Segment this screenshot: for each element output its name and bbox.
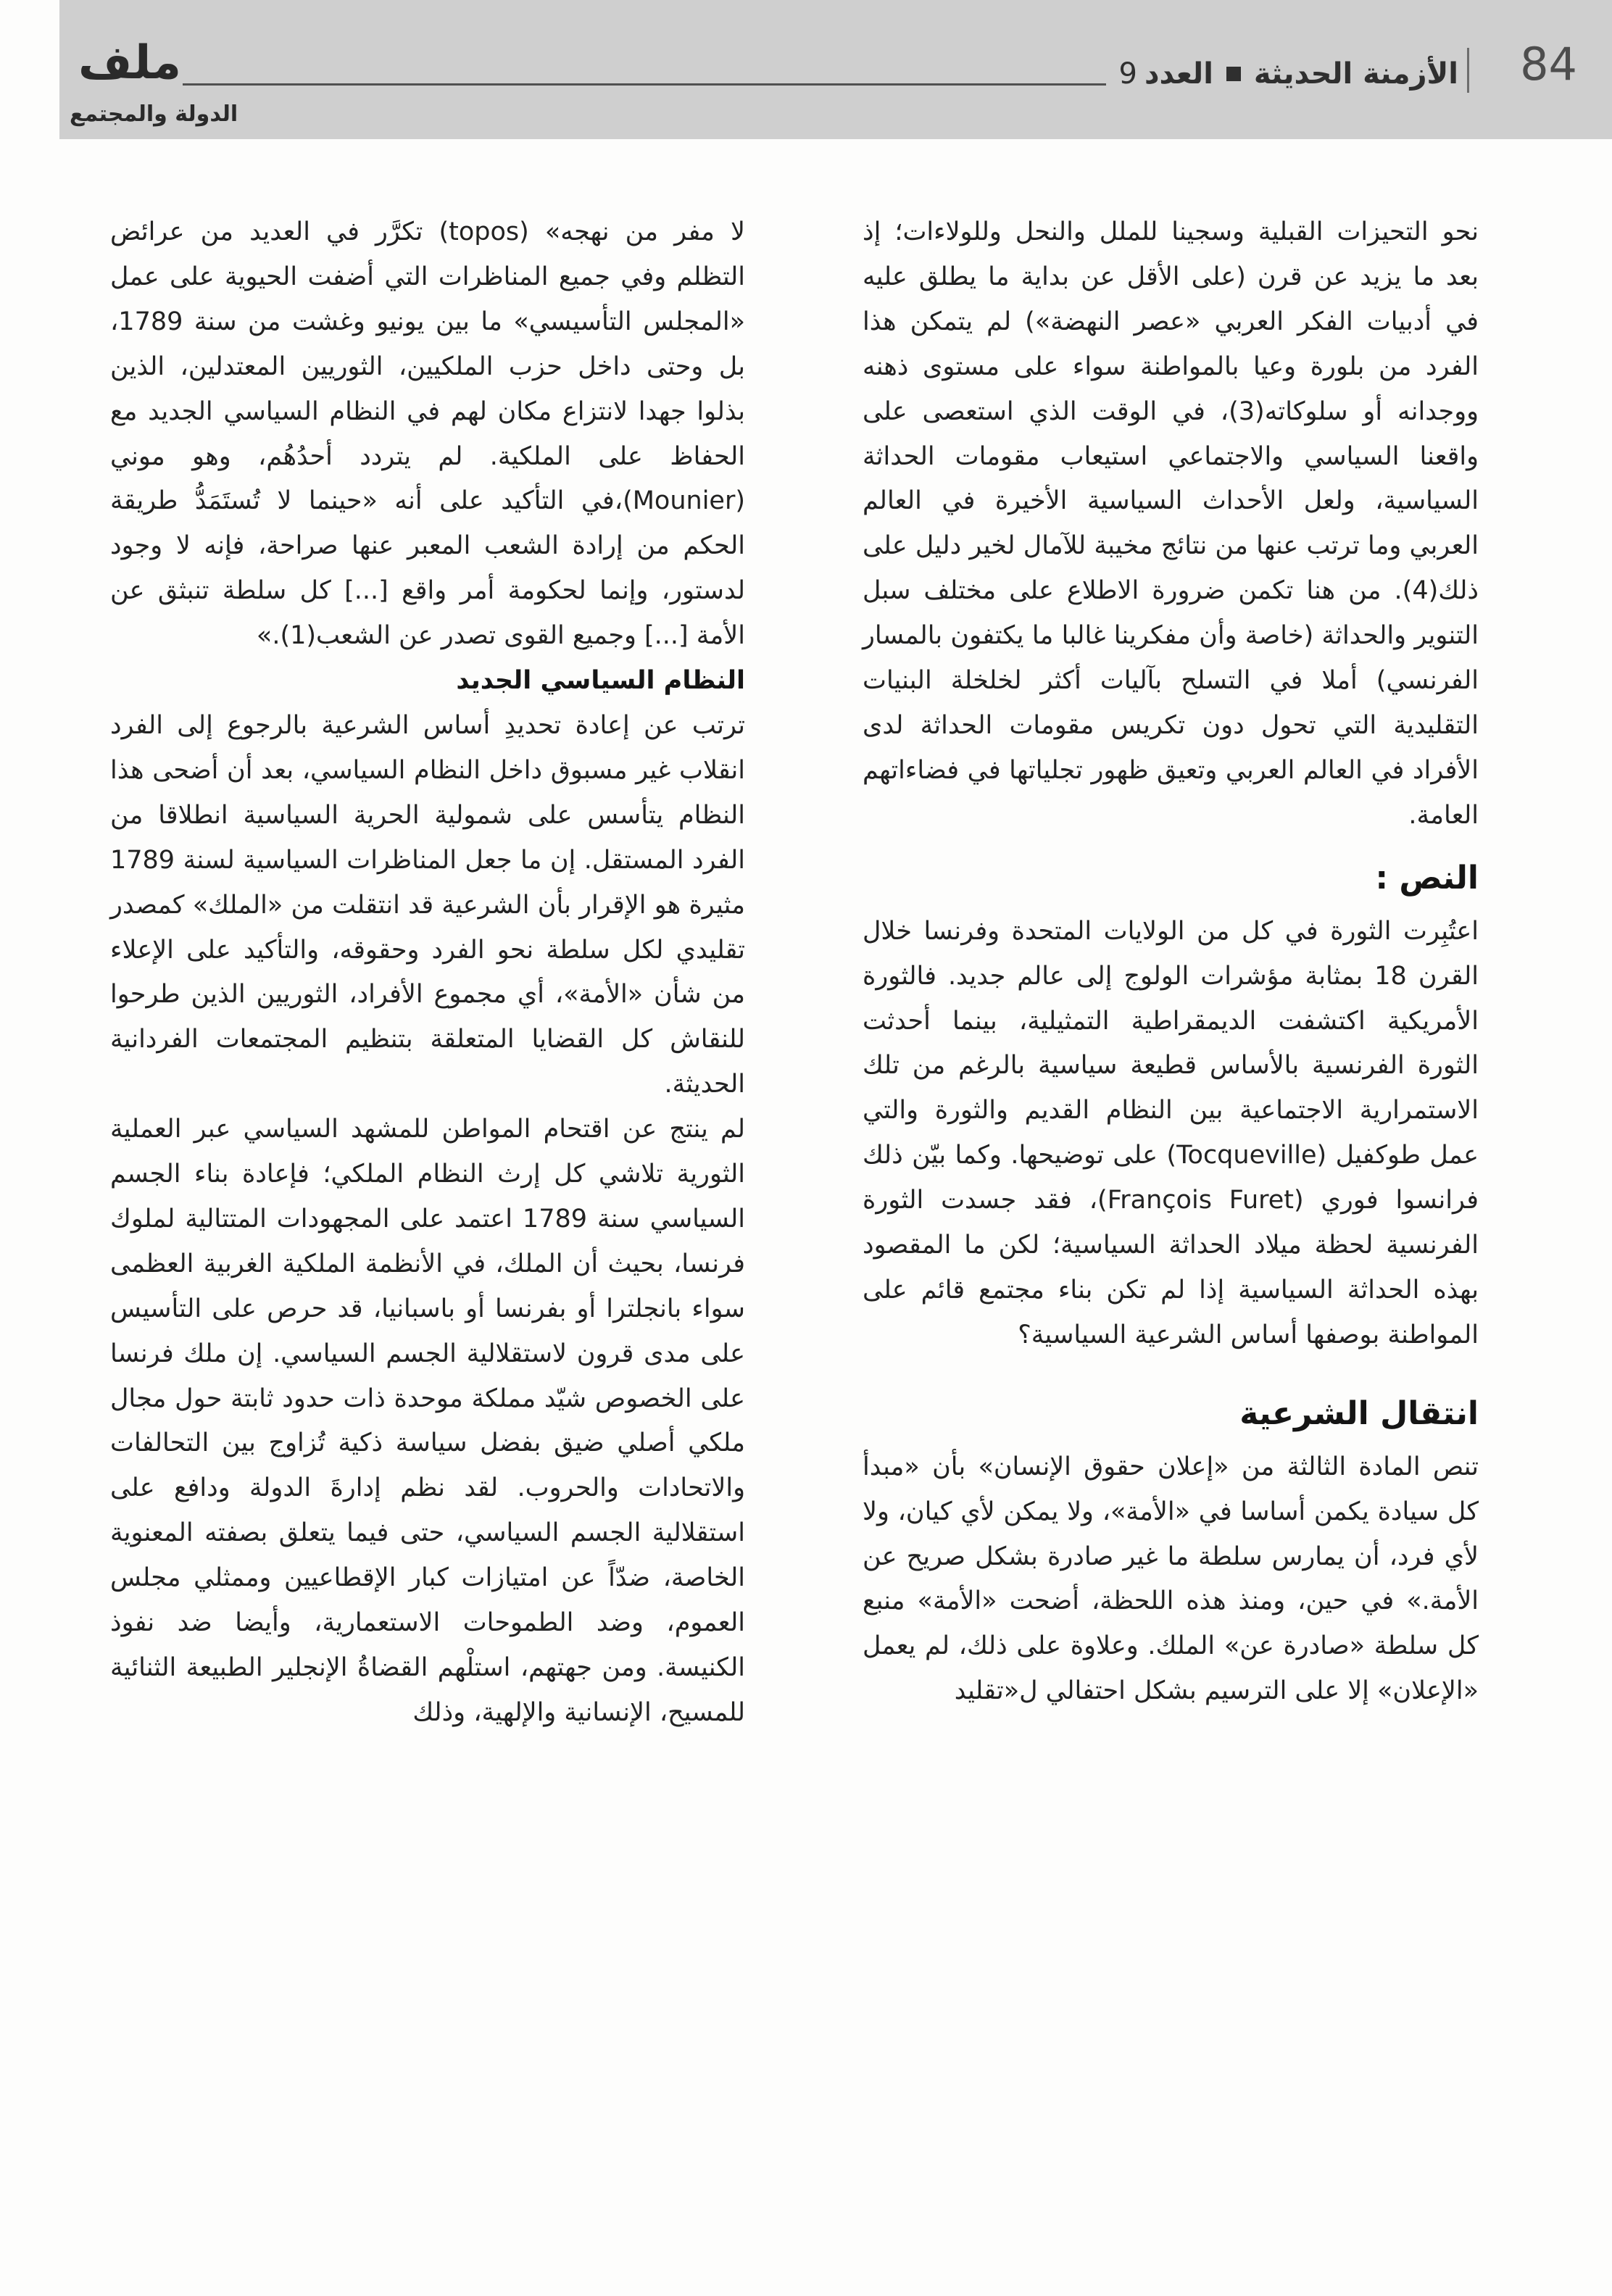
running-header	[183, 52, 1458, 96]
left-paragraph-1: لا مفر من نهجه» (topos) تكرَّر في العديد من عرائض التظلم وفي جميع المناظرات التي أضفت الحيوية على عمل «المجلس التأسيسي» ما بين يونيو وغشت من سنة 1789، بل وحتى داخل حزب الملكيين، الثوريين المعتدلين، الذين بذلوا جهدا لانتزاع مكان لهم في النظام السياسي الجديد مع الحفاظ على الملكية. لم يتردد أحدُهُم، وهو موني (Mounier)،في التأكيد على أنه «حينما لا تُستَمَدُّ طريقة الحكم من إرادة الشعب المعبر عنها صراحة، فإنه لا وجود لدستور، وإنما لحكومة أمر واقع [...] كل سلطة تنبثق عن الأمة [...] وجميع القوى تصدر عن الشعب(1).»	[110, 217, 746, 651]
left-paragraph-2: ترتب عن إعادة تحديدِ أساس الشرعية بالرجوع إلى الفرد انقلاب غير مسبوق داخل النظام السياسي، بعد أن أضحى هذا النظام يتأسس على شمولية الحرية السياسية انطلاقا من الفرد المستقل. إن ما جعل المناظرات السياسية لسنة 1789 مثيرة هو الإقرار بأن الشرعية قد انتقلت من «الملك» كمصدر تقليدي لكل سلطة نحو الفرد وحقوقه، والتأكيد على الإعلاء من شأن «الأمة»، أي مجموع الأفراد، الثوريين الذين طرحوا للنقاش كل القضايا المتعلقة بتنظيم المجتمعات الفردانية الحديثة.	[110, 710, 745, 1099]
right-paragraph-1: نحو التحيزات القبلية وسجينا للملل والنحل وللولاءات؛ إذ بعد ما يزيد عن قرن (على الأقل عن بداية ما يطلق عليه في أدبيات الفكر العربي «عصر النهضة») لم يتمكن هذا الفرد من بلورة وعيا بالمواطنة سواء على مستوى ذهنه ووجدانه أو سلوكاته(3)، في الوقت الذي استعصى على واقعنا السياسي والاجتماعي استيعاب مقومات الحداثة السياسية، ولعل الأحداث السياسية الأخيرة في العالم العربي وما ترتب عنها من نتائج مخيبة للآمال لخير دليل على ذلك(4). من هنا تكمن ضرورة الاطلاع على مختلف سبل التنوير والحداثة (خاصة وأن مفكرينا غالبا ما يكتفون بالمسار الفرنسي) أملا في التسلح بآليات أكثر لخلخلة البنيات التقليدية التي تحول دون تكريس مقومات الحداثة لدى الأفراد في العالم العربي وتعيق ظهور تجلياتها في فضاءاتهم العامة.	[863, 217, 1479, 830]
left-column	[110, 210, 745, 1736]
legitimacy-heading: انتقال الشرعية	[1239, 1394, 1479, 1432]
issue-label: العدد	[1144, 57, 1213, 91]
separator-square-icon	[1226, 67, 1241, 81]
right-paragraph-2: اعتُبِرت الثورة في كل من الولايات المتحدة وفرنسا خلال القرن 18 بمثابة مؤشرات الولوج إلى عالم جديد. فالثورة الأمريكية اكتشفت الديمقراطية التمثيلية، بينما أحدثت الثورة الفرنسية بالأساس قطيعة سياسية بالرغم من تلك الاستمرارية الاجتماعية بين النظام القديم والثورة والتي عمل طوكفيل (Tocqueville) على توضيحها. وكما بيّن ذلك فرانسوا فوري (François Furet)، فقد جسدت الثورة الفرنسية لحظة ميلاد الحداثة السياسية؛ لكن ما المقصود بهذه الحداثة السياسية إذا لم تكن بناء مجتمع قائم على المواطنة بوصفها أساس الشرعية السياسية؟	[863, 916, 1479, 1349]
issue-number: 9	[1118, 57, 1137, 91]
dossier-subtitle: الدولة والمجتمع	[70, 101, 238, 127]
new-political-system-heading: النظام السياسي الجديد	[456, 666, 745, 696]
header-rule	[183, 83, 1106, 86]
right-paragraph-3: تنص المادة الثالثة من «إعلان حقوق الإنسان» بأن «مبدأ كل سيادة يكمن أساسا في «الأمة»، ولا يمكن لأي كيان، ولا لأي فرد، أن يمارس سلطة ما غير صادرة بشكل صريح عن الأمة.» في حين، ومنذ هذه اللحظة، أضحت «الأمة» منبع كل سلطة «صادرة عن» الملك. وعلاوة على ذلك، لم يعمل «الإعلان» إلا على الترسيم بشكل احتفالي ل«تقليد	[863, 1452, 1479, 1706]
text-heading: النص :	[1375, 859, 1479, 897]
page-number: 84	[1520, 38, 1577, 91]
page-number-divider	[1467, 48, 1469, 93]
left-paragraph-3: لم ينتج عن اقتحام المواطن للمشهد السياسي عبر العملية الثورية تلاشي كل إرث النظام الملكي؛ فإعادة بناء الجسم السياسي سنة 1789 اعتمد على المجهودات المتتالية لملوك فرنسا، بحيث أن الملك، في الأنظمة الملكية الغربية العظمى سواء بانجلترا أو بفرنسا أو باسبانيا، قد حرص على التأسيس على مدى قرون لاستقلالية الجسم السياسي. إن ملك فرنسا على الخصوص شيّد مملكة موحدة ذات حدود ثابتة حول مجال ملكي أصلي ضيق بفضل سياسة ذكية تُزاوج بين التحالفات والاتحادات والحروب. لقد نظم إدارةَ الدولة ودافع على استقلالية الجسم السياسي، حتى فيما يتعلق بصفته المعنوية الخاصة، ضدّاً عن امتيازات كبار الإقطاعيين وممثلي مجلس العموم، وضد الطموحات الاستعمارية، وأيضا ضد نفوذ الكنيسة. ومن جهتهم، استلْهم القضاةُ الإنجلير الطبيعة الثنائية للمسيح، الإنسانية والإلهية، وذلك	[110, 1115, 745, 1727]
journal-name: الأزمنة الحديثة	[1253, 57, 1458, 91]
dossier-title: ملف	[78, 36, 181, 90]
right-column	[863, 210, 1479, 1714]
